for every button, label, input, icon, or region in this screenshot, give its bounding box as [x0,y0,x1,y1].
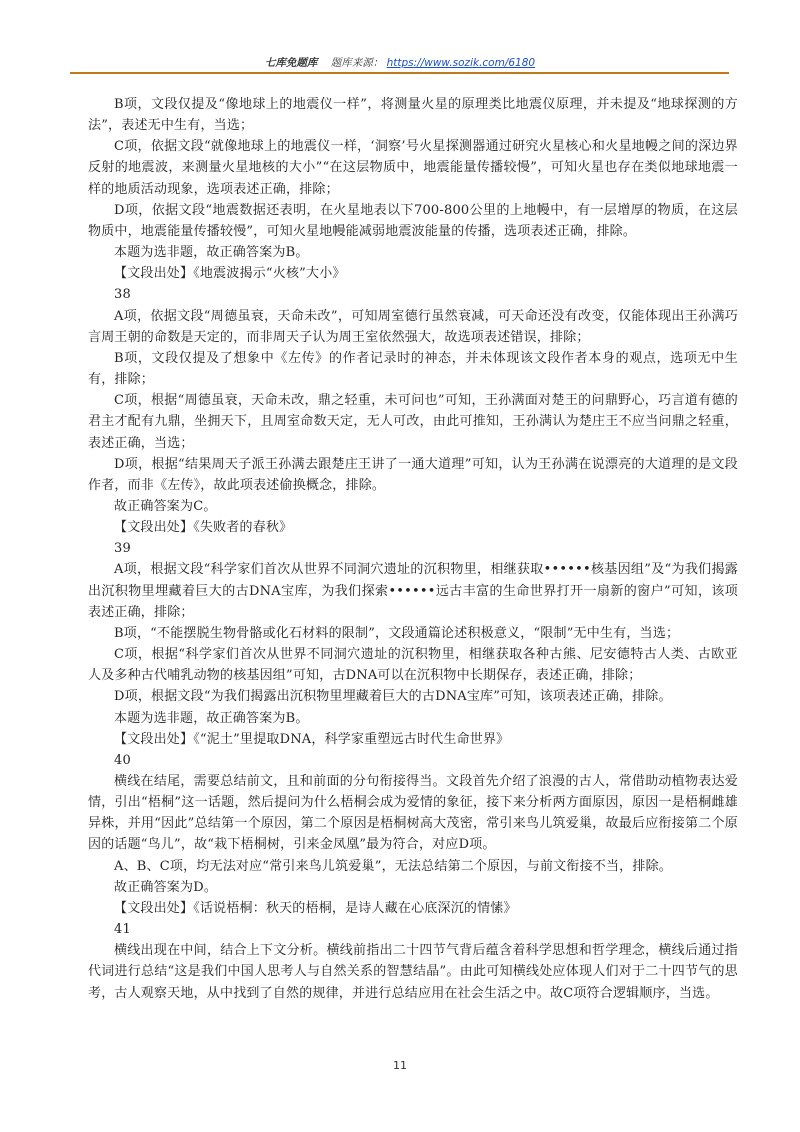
paragraph: C项，根据“科学家们首次从世界不同洞穴遗址的沉积物里，相继获取各种古熊、尼安德特古人类、古欧亚人及多种古代哺乳动物的核基因组”可知，古DNA可以在沉积物中长期保存，表述正确，排除； [88,647,738,684]
source-citation: 【文段出处】《“泥土”里提取DNA，科学家重塑远古时代生命世界》 [114,731,510,747]
paragraph: B项，“不能摆脱生物骨骼或化石材料的限制”，文段通篇论述积极意义，“限制”无中生有，当选； [114,625,680,641]
page-header [0,55,800,70]
paragraph: C项，根据“周德虽衰，天命未改，鼎之轻重，未可问也”可知，王孙满面对楚王的问鼎野心，巧言道有德的君主才配有九鼎，坐拥天下，且周室命数天定，无人可改，由此可推知，王孙满认为楚庄王不应当问鼎之轻重，表述正确，当选； [88,393,738,451]
paragraph: A项，依据文段“周德虽衰，天命未改”，可知周室德行虽然衰减，可天命还没有改变，仅能体现出王孙满巧言周王朝的命数是天定的，而非周天子认为周王室依然强大，故选项表述错误，排除； [88,308,738,345]
question-number: 40 [114,752,131,768]
page-number: 11 [393,1059,407,1072]
source-citation: 【文段出处】《失败者的春秋》 [114,520,293,536]
paragraph: A、B、C项，均无法对应“常引来鸟儿筑爱巢”，无法总结第二个原因，与前文衔接不当，排除。 [114,858,672,874]
question-number: 39 [114,541,131,557]
paragraph: D项，依据文段“地震数据还表明，在火星地表以下700-800公里的上地幔中，有一层增厚的物质，在这层物质中，地震能量传播较慢”，可知火星地幔能减弱地震波能量的传播，选项表述正确，排除。 [88,202,738,239]
paragraph: D项，根据文段“为我们揭露出沉积物里埋藏着巨大的古DNA宝库”可知，该项表述正确，排除。 [114,689,672,705]
header-divider [70,72,729,74]
source-link[interactable]: https://www.sozik.com/6180 [386,57,536,69]
paragraph: B项，文段仅提及“像地球上的地震仪一样”，将测量火星的原理类比地震仪原理，并未提及“地球探测的方法”，表述无中生有，当选； [88,97,738,134]
site-name: 七库免题库 [264,57,318,69]
paragraph: C项，依据文段“就像地球上的地震仪一样，‘洞察’号火星探测器通过研究火星核心和火星地幔之间的深边界反射的地震波，来测量火星地核的大小”“在这层物质中，地震能量传播较慢”，可知火星也存在类似地球地震一样的地质活动现象，选项表述正确，排除； [88,139,738,197]
paragraph: 本题为选非题，故正确答案为B。 [114,710,309,726]
paragraph: 横线在结尾，需要总结前文，且和前面的分句衔接得当。文段首先介绍了浪漫的古人，常借助动植物表达爱情，引出“梧桐”这一话题，然后提问为什么梧桐会成为爱情的象征，接下来分析两方面原因，原因一是梧桐雌雄异株，并用“因此”总结第一个原因，第二个原因是梧桐树高大茂密，常引来鸟儿筑爱巢，故最后应衔接第二个原因的话题“鸟儿”，故“栽下梧桐树，引来金凤凰”最为符合，对应D项。 [88,774,738,853]
question-number: 41 [114,922,131,938]
question-number: 38 [114,287,131,303]
paragraph: 故正确答案为D。 [114,879,218,895]
paragraph: 本题为选非题，故正确答案为B。 [114,245,309,261]
source-citation: 【文段出处】《话说梧桐：秋天的梧桐，是诗人藏在心底深沉的情愫》 [114,900,517,916]
paragraph: D项，根据“结果周天子派王孙满去跟楚庄王讲了一通大道理”可知，认为王孙满在说漂亮的大道理的是文段作者，而非《左传》，故此项表述偷换概念，排除。 [88,456,738,493]
source-citation: 【文段出处】《地震波揭示“火核”大小》 [114,266,346,282]
paragraph: A项，根据文段“科学家们首次从世界不同洞穴遗址的沉积物里，相继获取••••••核基因组”及“为我们揭露出沉积物里埋藏着巨大的古DNA宝库，为我们探索••••••远古丰富的生命世界打开一扇新的窗户”可知，该项表述正确，排除； [88,562,738,620]
document-body [88,94,738,1004]
paragraph: 故正确答案为C。 [114,498,217,514]
paragraph: B项，文段仅提及了想象中《左传》的作者记录时的神态，并未体现该文段作者本身的观点，选项无中生有，排除； [88,350,738,388]
paragraph: 横线出现在中间，结合上下文分析。横线前指出二十四节气背后蕴含着科学思想和哲学理念，横线后通过指代词进行总结“这是我们中国人思考人与自然关系的智慧结晶”。由此可知横线处应体现人们对于二十四节气的思考，古人观察天地，从中找到了自然的规律，并进行总结应用在社会生活之中。故C项符合逻辑顺序，当选。 [88,943,738,1001]
source-label: 题库来源： [330,57,384,69]
